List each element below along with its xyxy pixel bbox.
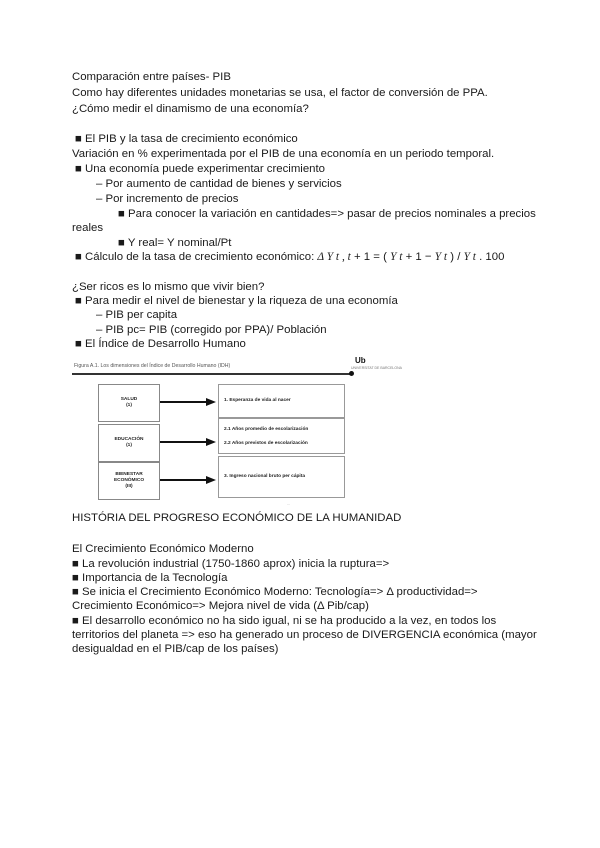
bullet-item: ■ Y real= Y nominal/Pt xyxy=(118,237,232,249)
text-line: ¿Cómo medir el dinamismo de una economía? xyxy=(72,103,309,115)
dash-item: – PIB pc= PIB (corregido por PPA)/ Población xyxy=(96,324,327,336)
bullet-item: ■ Una economía puede experimentar crecimiento xyxy=(75,163,326,175)
figure-caption: Figura A.1. Los dimensiones del Índice de Desarrollo Humano (IDH) xyxy=(74,363,231,369)
university-logo: Ub xyxy=(355,356,366,365)
figure-rule-dot xyxy=(349,371,354,376)
indicator-box-2: 2.1 Años promedio de escolarización 2.2 Años previstos de escolarización xyxy=(218,418,345,454)
bullet-item: ■ Para conocer la variación en cantidades=> pasar de precios nominales a precios xyxy=(118,208,536,220)
text-line: Comparación entre países- PIB xyxy=(72,71,231,83)
arrow-icon xyxy=(160,476,216,484)
text-line: ¿Ser ricos es lo mismo que vivir bien? xyxy=(72,281,265,293)
text-line: Variación en % experimentada por el PIB de una economía en un periodo temporal. xyxy=(72,148,495,160)
section-heading: HISTÓRIA DEL PROGRESO ECONÓMICO DE LA HUMANIDAD xyxy=(72,512,402,524)
formula-line: ■ Cálculo de la tasa de crecimiento económico: Δ Y t , t + 1 = ( Y t + 1 − Y t ) / Y t . 100 xyxy=(75,251,505,263)
text-line: desigualdad en el PIB/cap de los países) xyxy=(72,643,279,655)
text-line: territorios del planeta => eso ha generado un proceso de DIVERGENCIA económica (mayor xyxy=(72,629,537,641)
bullet-item: ■ El Índice de Desarrollo Humano xyxy=(75,338,246,350)
dimension-box-salud: SALUD (1) xyxy=(98,384,160,422)
dash-item: – Por incremento de precios xyxy=(96,193,239,205)
indicator-box-1: 1. Esperanza de vida al nacer xyxy=(218,384,345,418)
figure-page-mark: ... xyxy=(287,501,291,506)
dash-item: – Por aumento de cantidad de bienes y servicios xyxy=(96,178,342,190)
arrow-icon xyxy=(160,438,216,446)
bullet-item: ■ La revolución industrial (1750-1860 aprox) inicia la ruptura=> xyxy=(72,558,390,570)
bullet-item: ■ Se inicia el Crecimiento Económico Moderno: Tecnología=> Δ productividad=> xyxy=(72,586,478,598)
text-line: Como hay diferentes unidades monetarias se usa, el factor de conversión de PPA. xyxy=(72,87,488,99)
text-line: reales xyxy=(72,222,104,234)
figure-rule xyxy=(72,373,352,375)
university-logo-text: UNIVERSITAT DE BARCELONA xyxy=(351,366,402,370)
dimension-box-bienestar: BIENESTAR ECONÓMICO (III) xyxy=(98,462,160,500)
arrow-icon xyxy=(160,398,216,406)
bullet-item: ■ Importancia de la Tecnología xyxy=(72,572,228,584)
subsection-heading: El Crecimiento Económico Moderno xyxy=(72,543,254,555)
bullet-item: ■ Para medir el nivel de bienestar y la riqueza de una economía xyxy=(75,295,398,307)
dash-item: – PIB per capita xyxy=(96,309,178,321)
hdi-figure xyxy=(68,354,402,506)
bullet-item: ■ El PIB y la tasa de crecimiento económico xyxy=(75,133,298,145)
text-line: Crecimiento Económico=> Mejora nivel de vida (Δ Pib/cap) xyxy=(72,600,369,612)
dimension-box-educacion: EDUCACIÓN (1) xyxy=(98,424,160,462)
indicator-box-3: 3. Ingreso nacional bruto per cápita xyxy=(218,456,345,498)
bullet-item: ■ El desarrollo económico no ha sido igual, ni se ha producido a la vez, en todos los xyxy=(72,615,497,627)
